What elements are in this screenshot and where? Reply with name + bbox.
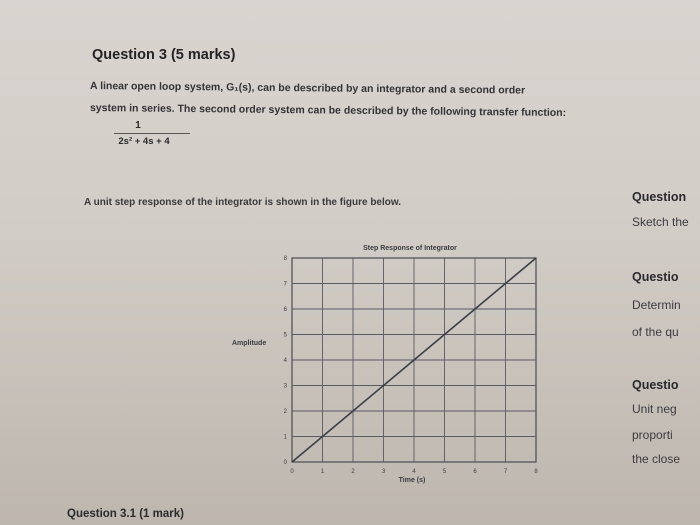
side-question-heading: Questio <box>632 378 679 392</box>
y-tick-label: 4 <box>283 358 287 364</box>
x-axis-label: Time (s) <box>398 477 426 484</box>
side-question-heading: Questio <box>632 270 679 284</box>
fraction-bar <box>114 133 190 134</box>
transfer-function-numerator: 1 <box>135 120 141 131</box>
question-text-line-1: A linear open loop system, G₁(s), can be described by an integrator and a second order <box>89 80 526 97</box>
side-text: Determin <box>632 298 681 312</box>
question-title: Question 3 (5 marks) <box>92 47 236 63</box>
x-tick-label: 1 <box>320 469 325 475</box>
figure-caption: A unit step response of the integrator is shown in the figure below. <box>84 197 402 208</box>
x-tick-label: 2 <box>351 469 355 475</box>
x-tick-label: 7 <box>503 469 508 475</box>
y-tick-label: 1 <box>283 434 287 441</box>
y-tick-label: 2 <box>283 409 287 415</box>
side-text: Unit neg <box>632 402 677 416</box>
subquestion-title: Question 3.1 (1 mark) <box>67 508 184 520</box>
step-response-chart <box>230 240 550 485</box>
x-tick-label: 0 <box>290 469 294 475</box>
x-tick-label: 3 <box>381 469 386 475</box>
x-tick-label: 6 <box>473 469 477 475</box>
y-tick-label: 7 <box>283 281 287 288</box>
y-tick-label: 3 <box>283 383 287 390</box>
x-tick-labels <box>290 469 538 475</box>
y-tick-label: 5 <box>283 332 287 339</box>
side-text: the close <box>632 452 681 466</box>
side-text: Sketch the <box>632 215 689 229</box>
y-tick-label: 0 <box>283 460 287 466</box>
side-text: of the qu <box>632 325 679 339</box>
y-axis-label: Amplitude <box>232 340 267 347</box>
side-question-heading: Question <box>632 190 687 204</box>
chart-title: Step Response of Integrator <box>363 245 457 252</box>
x-tick-label: 4 <box>412 469 416 475</box>
x-tick-label: 8 <box>534 469 538 475</box>
side-text: proporti <box>632 428 673 442</box>
question-text-line-2: system in series. The second order system can be described by the following transfer function: <box>89 102 567 119</box>
x-tick-label: 5 <box>442 469 447 475</box>
y-tick-labels <box>284 256 288 466</box>
y-tick-label: 6 <box>283 307 287 313</box>
transfer-function-denominator: 2s² + 4s + 4 <box>118 136 170 147</box>
y-tick-label: 8 <box>283 256 287 262</box>
transfer-function <box>118 120 198 147</box>
